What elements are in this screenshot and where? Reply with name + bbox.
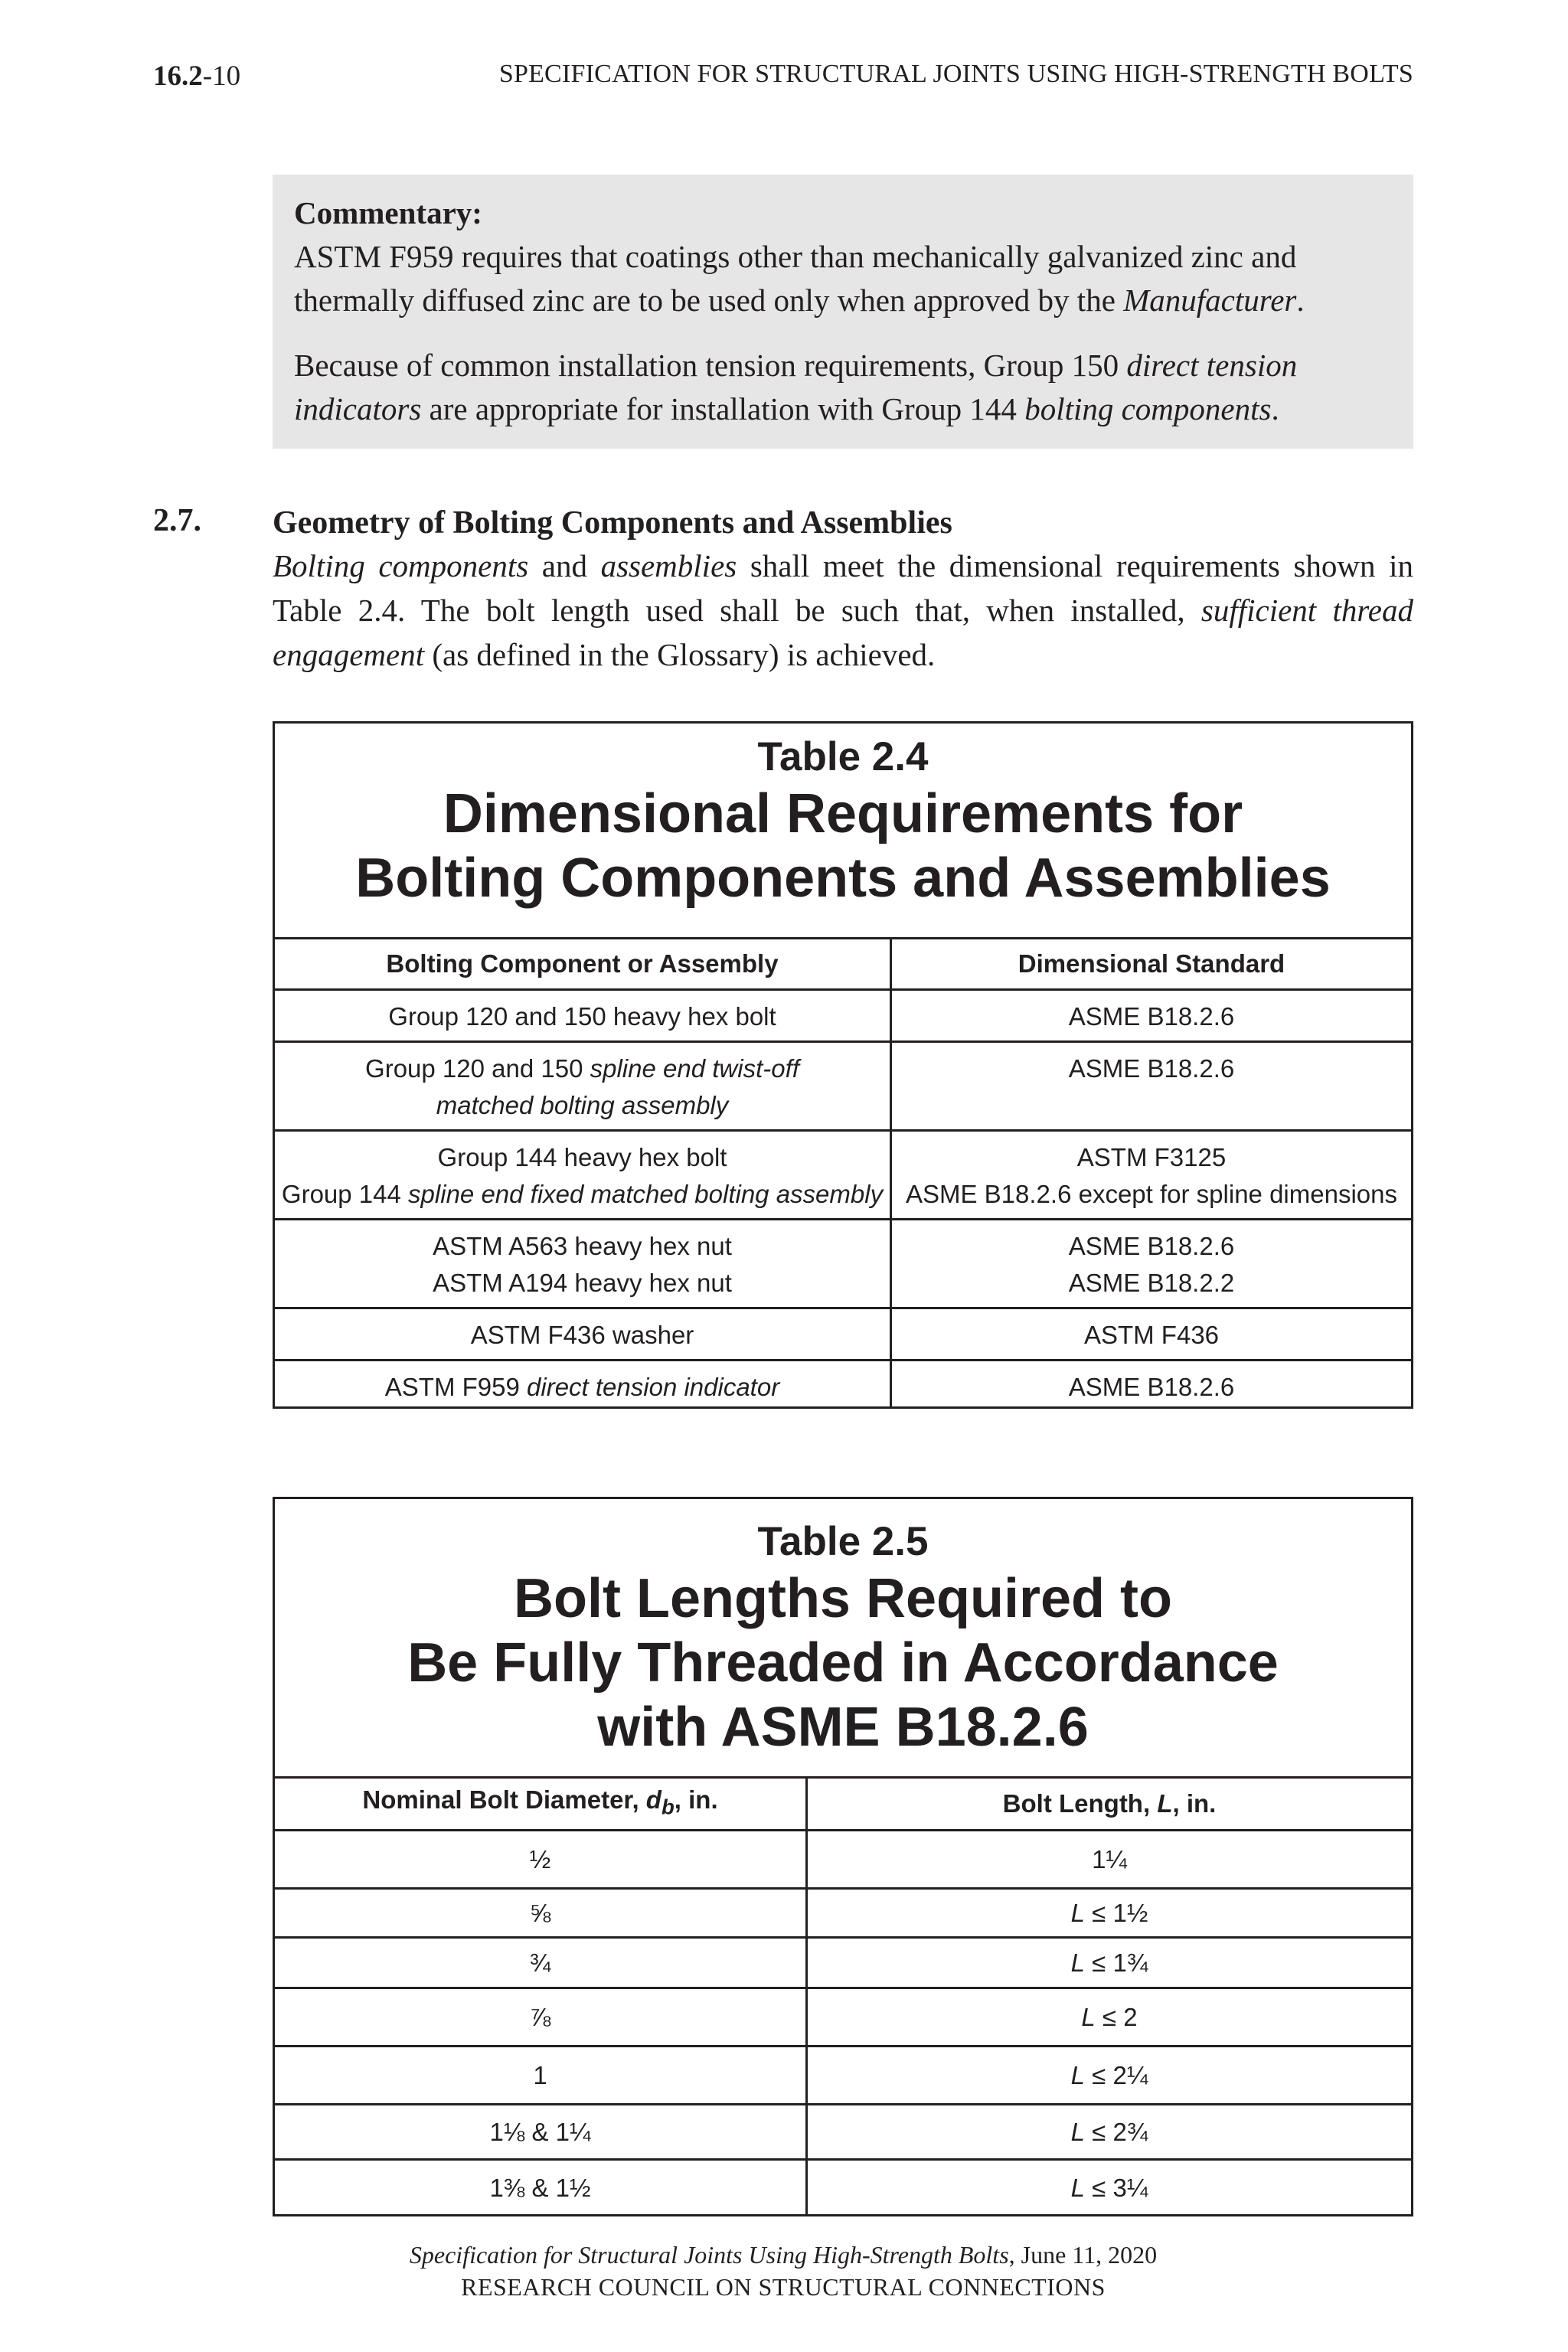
commentary-p2-text-b: are appropriate for installation with Group 144 <box>421 391 1025 426</box>
table-cell <box>892 1132 1411 1218</box>
table-row <box>275 2103 1411 2158</box>
table-cell <box>892 1309 1411 1359</box>
page-number-page: -10 <box>202 60 241 92</box>
table-2-4-caption <box>275 724 1411 939</box>
bolt-length <box>1081 1999 1137 2036</box>
table-cell <box>275 2105 808 2158</box>
bolt-length <box>1071 1945 1148 1981</box>
table-cell <box>892 1043 1411 1129</box>
table-cell <box>808 1939 1411 1987</box>
cell-text: ASME B18.2.6 <box>1068 1373 1235 1401</box>
cell-text: Group 144 <box>281 1180 409 1208</box>
table-row <box>275 2158 1411 2215</box>
bolt-length <box>1071 2170 1148 2207</box>
commentary-p2-term-a: direct tension indicators <box>294 348 1298 426</box>
table-cell <box>275 2161 808 2215</box>
section-text-2: shall meet the dimensional requirements shown in Table 2.4. The bolt length used shall be such that, when installed, <box>273 548 1413 628</box>
commentary-p2-text-a: Because of common installation tension requirements, Group 150 <box>294 348 1127 383</box>
bolt-length <box>1071 1895 1148 1932</box>
table-cell <box>275 1309 892 1359</box>
table-row <box>275 1307 1411 1359</box>
cell-term: direct tension indicator <box>527 1373 780 1401</box>
cell-text: ASTM F3125 <box>1076 1143 1227 1171</box>
table-row <box>275 988 1411 1040</box>
table-row <box>275 1829 1411 1887</box>
table-row <box>275 1040 1411 1129</box>
bolt-length <box>1092 1841 1127 1878</box>
table-cell <box>892 1361 1411 1408</box>
table-cell <box>275 1361 892 1408</box>
section-text-3: (as defined in the Glossary) is achieved. <box>424 637 936 672</box>
footer-publication-title: Specification for Structural Joints Using High-Strength Bolts <box>409 2241 1009 2269</box>
commentary-paragraph-2 <box>294 344 1392 431</box>
cell-text: ASTM F436 washer <box>470 1321 694 1349</box>
table-header-row <box>275 1779 1411 1829</box>
cell-line <box>282 1176 883 1213</box>
table-cell <box>275 1989 808 2045</box>
commentary-box <box>273 175 1413 449</box>
header-symbol: d <box>645 1785 662 1815</box>
table-cell <box>275 991 892 1040</box>
header-text: , in. <box>674 1785 718 1815</box>
section-term-1: Bolting components <box>273 548 529 583</box>
commentary-p2-term-b: bolting components <box>1024 391 1272 426</box>
section-2-7 <box>153 502 1413 677</box>
header-symbol: L <box>1157 1789 1173 1818</box>
length-value: ≤ 2¾ <box>1085 2117 1148 2146</box>
table-2-4-title-line-1: Dimensional Requirements for <box>443 783 1243 844</box>
cell-text: ASTM A194 heavy hex nut <box>433 1269 732 1297</box>
bolt-diameter: 1⅜ & 1½ <box>489 2173 591 2202</box>
table-row <box>275 1129 1411 1218</box>
table-2-5-title-line-2: Be Fully Threaded in Accordance <box>407 1632 1279 1694</box>
length-symbol: L <box>1070 1948 1086 1977</box>
length-symbol: L <box>1070 1898 1086 1927</box>
table-2-5-label: Table 2.5 <box>757 1519 929 1564</box>
table-cell <box>808 1890 1411 1936</box>
table-row <box>275 1218 1411 1307</box>
bolt-diameter: 1 <box>533 2060 547 2089</box>
table-2-4-label: Table 2.4 <box>757 734 929 779</box>
cell-text: ASME B18.2.6 <box>1068 1002 1235 1031</box>
table-2-4-title-line-2: Bolting Components and Assemblies <box>355 848 1331 909</box>
length-value: ≤ 2¼ <box>1085 2060 1148 2089</box>
column-header: Bolting Component or Assembly <box>275 939 892 988</box>
section-term-2: assemblies <box>600 548 737 583</box>
header-text: Nominal Bolt Diameter, <box>362 1785 646 1815</box>
table-row <box>275 1936 1411 1987</box>
bolt-diameter: ⅝ <box>529 1898 551 1927</box>
length-symbol: L <box>1070 2060 1086 2089</box>
page-footer <box>153 2239 1413 2303</box>
table-cell <box>275 1831 808 1887</box>
table-cell <box>808 2047 1411 2103</box>
table-2-5 <box>273 1497 1413 2216</box>
commentary-p2-end: . <box>1271 391 1279 426</box>
table-cell <box>275 1939 808 1987</box>
cell-line <box>365 1050 799 1087</box>
cell-term: matched bolting assembly <box>436 1091 729 1119</box>
section-text-1: and <box>528 548 601 583</box>
table-cell <box>275 1043 892 1129</box>
table-cell <box>275 1890 808 1936</box>
cell-text: ASTM F436 <box>1083 1321 1220 1349</box>
table-cell <box>892 1220 1411 1307</box>
length-symbol: L <box>1070 2173 1086 2202</box>
page-header <box>153 60 1413 98</box>
table-header-row <box>275 939 1411 988</box>
cell-text: ASTM A563 heavy hex nut <box>433 1232 732 1260</box>
cell-text: Group 144 heavy hex bolt <box>437 1143 727 1171</box>
bolt-diameter: ½ <box>529 1844 551 1873</box>
footer-date: , June 11, 2020 <box>1008 2241 1158 2269</box>
length-value: ≤ 2 <box>1095 2002 1138 2031</box>
table-row <box>275 1887 1411 1936</box>
table-cell <box>808 2161 1411 2215</box>
page-number <box>153 60 240 93</box>
header-line <box>1003 1785 1217 1822</box>
commentary-p1-text: ASTM F959 requires that coatings other than mechanically galvanized zinc and thermally diffused zinc are to be used only when approved by the <box>294 239 1297 318</box>
length-symbol: L <box>1081 2002 1096 2031</box>
table-cell <box>275 1132 892 1218</box>
cell-term: spline end fixed matched bolting assembly <box>408 1180 884 1208</box>
section-number: 2.7. <box>153 503 201 538</box>
table-2-5-title-line-3: with ASME B18.2.6 <box>597 1697 1089 1758</box>
length-value: 1¼ <box>1092 1844 1127 1873</box>
bolt-diameter: ⅞ <box>529 2002 551 2031</box>
running-title: SPECIFICATION FOR STRUCTURAL JOINTS USING HIGH-STRENGTH BOLTS <box>498 60 1413 88</box>
table-row <box>275 1359 1411 1408</box>
table-cell <box>275 2047 808 2103</box>
section-body <box>273 502 1413 677</box>
cell-text: ASME B18.2.2 <box>1068 1269 1235 1297</box>
cell-term: spline end twist-off <box>590 1054 799 1083</box>
section-paragraph <box>273 544 1413 677</box>
column-header: Dimensional Standard <box>1018 949 1285 978</box>
table-2-5-body <box>275 1829 1411 2215</box>
table-row <box>275 1987 1411 2045</box>
commentary-p1-end: . <box>1296 283 1305 318</box>
table-cell <box>808 1831 1411 1887</box>
length-symbol: L <box>1070 2117 1086 2146</box>
bolt-length <box>1071 2057 1148 2094</box>
table-cell <box>275 1220 892 1307</box>
table-row <box>275 2045 1411 2103</box>
cell-text: Group 120 and 150 heavy hex bolt <box>388 1002 776 1031</box>
length-value: ≤ 1¾ <box>1085 1948 1148 1977</box>
cell-text: ASTM F959 <box>384 1373 528 1401</box>
length-value: ≤ 3¼ <box>1085 2173 1148 2202</box>
commentary-title: Commentary: <box>294 195 482 230</box>
table-cell <box>892 991 1411 1040</box>
column-header <box>808 1779 1411 1829</box>
cell-text: ASME B18.2.6 <box>1068 1232 1235 1260</box>
section-title: Geometry of Bolting Components and Assemblies <box>273 505 952 541</box>
table-2-5-caption <box>275 1499 1411 1779</box>
footer-line-1 <box>153 2239 1413 2271</box>
length-value: ≤ 1½ <box>1085 1898 1148 1927</box>
cell-text: ASME B18.2.6 <box>1068 1054 1235 1083</box>
page-number-chapter: 16.2 <box>153 60 203 92</box>
cell-text: ASME B18.2.6 except for spline dimensions <box>905 1180 1397 1208</box>
bolt-diameter: 1⅛ & 1¼ <box>489 2117 591 2146</box>
footer-line-2: RESEARCH COUNCIL ON STRUCTURAL CONNECTIONS <box>461 2273 1106 2301</box>
header-text: , in. <box>1172 1789 1217 1818</box>
header-text: Bolt Length, <box>1002 1789 1158 1818</box>
header-line <box>362 1782 717 1826</box>
table-cell <box>808 2105 1411 2158</box>
bolt-length <box>1071 2114 1148 2151</box>
table-2-4 <box>273 721 1413 1409</box>
section-term-3: sufficient thread engagement <box>273 593 1413 672</box>
cell-text: Group 120 and 150 <box>365 1054 590 1083</box>
header-subscript: b <box>661 1795 675 1819</box>
commentary-paragraph-1 <box>294 235 1392 322</box>
table-cell <box>808 1989 1411 2045</box>
table-2-5-title-line-1: Bolt Lengths Required to <box>514 1568 1172 1629</box>
bolt-diameter: ¾ <box>529 1948 551 1977</box>
cell-line <box>385 1369 779 1406</box>
commentary-p1-term: Manufacturer <box>1123 283 1297 318</box>
column-header <box>275 1779 808 1829</box>
